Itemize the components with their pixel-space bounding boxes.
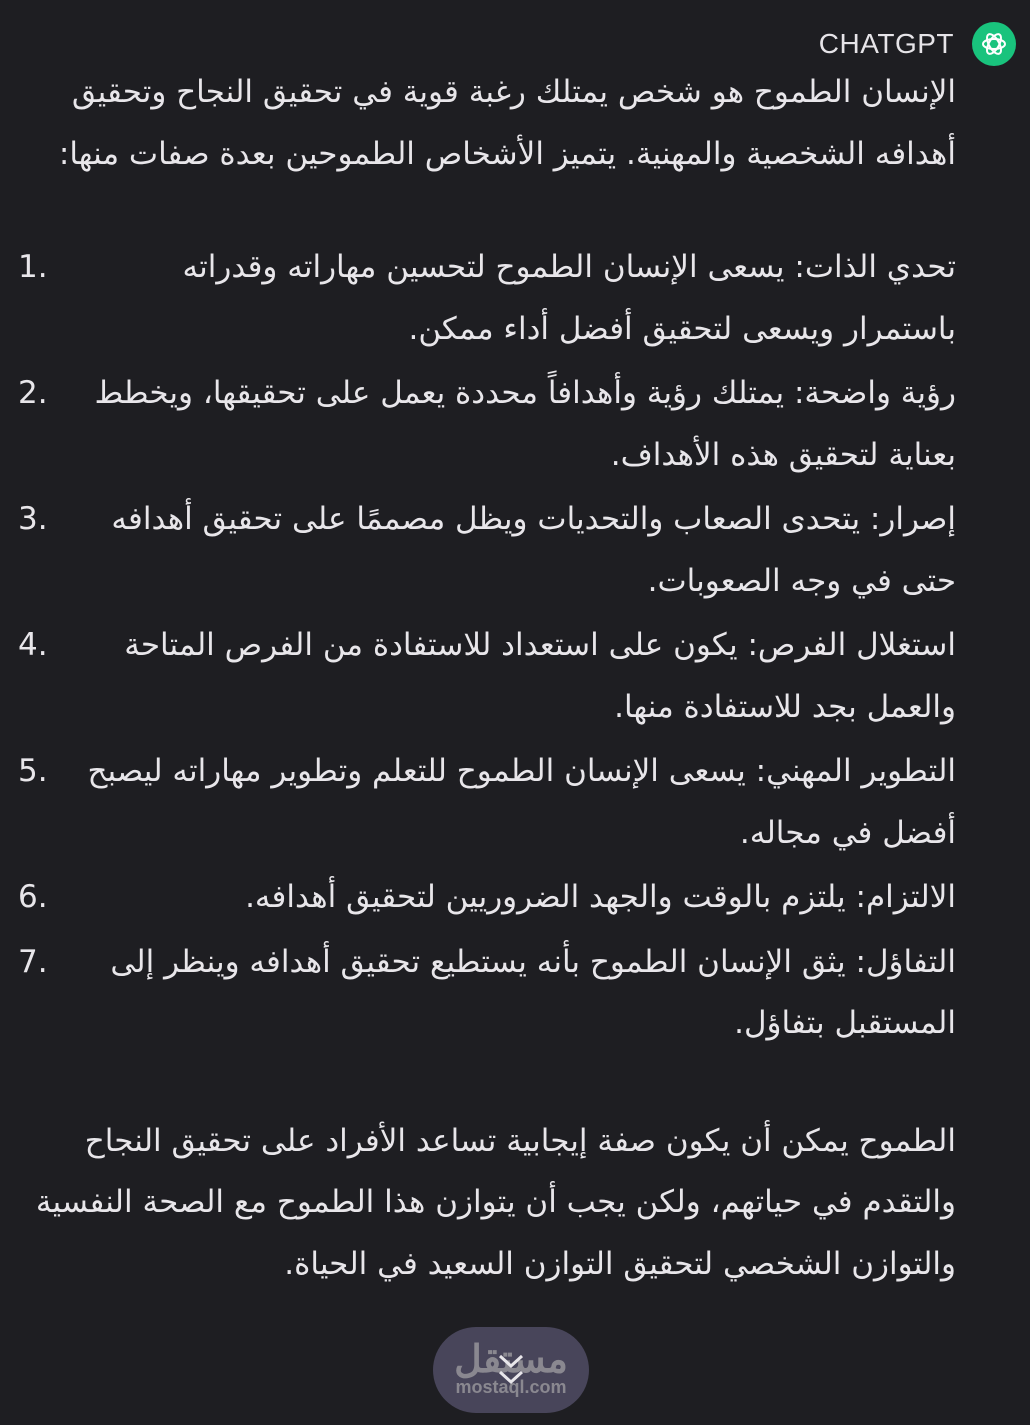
list-item <box>18 363 956 486</box>
list-item <box>18 489 956 612</box>
item-number: 1. <box>18 249 48 285</box>
intro-paragraph: الإنسان الطموح هو شخص يمتلك رغبة قوية في تحقيق النجاح وتحقيق أهدافه الشخصية والمهنية. يتميز الأشخاص الطموحين بعدة صفات منها: <box>58 74 956 172</box>
item-number: 3. <box>18 501 48 537</box>
item-text: رؤية واضحة: يمتلك رؤية وأهدافاً محددة يعمل على تحقيقها، ويخطط بعناية لتحقيق هذه الأهداف. <box>94 375 956 473</box>
list-item <box>18 237 956 360</box>
list-item <box>18 741 956 864</box>
watermark-latin: mostaql.com <box>455 1377 567 1397</box>
item-number: 6. <box>18 879 48 915</box>
list-item <box>18 867 956 929</box>
scroll-to-bottom-button[interactable] <box>433 1327 589 1413</box>
item-number: 5. <box>18 753 48 789</box>
message-header <box>819 22 1016 66</box>
openai-logo-icon <box>972 22 1016 66</box>
item-text: التطوير المهني: يسعى الإنسان الطموح للتعلم وتطوير مهاراته ليصبح أفضل في مجاله. <box>87 753 956 851</box>
item-text: الالتزام: يلتزم بالوقت والجهد الضروريين لتحقيق أهدافه. <box>245 879 956 915</box>
item-text: التفاؤل: يثق الإنسان الطموح بأنه يستطيع تحقيق أهدافه وينظر إلى المستقبل بتفاؤل. <box>110 943 956 1041</box>
item-text: تحدي الذات: يسعى الإنسان الطموح لتحسين مهاراته وقدراته باستمرار ويسعى لتحقيق أفضل أداء ممكن. <box>182 249 956 347</box>
watermark-arabic: مستقل <box>454 1339 568 1381</box>
assistant-message <box>18 62 956 1295</box>
list-item <box>18 932 956 1055</box>
list-item <box>18 615 956 738</box>
item-text: استغلال الفرص: يكون على استعداد للاستفادة من الفرص المتاحة والعمل بجد للاستفادة منها. <box>124 627 956 725</box>
conclusion-paragraph: الطموح يمكن أن يكون صفة إيجابية تساعد الأفراد على تحقيق النجاح والتقدم في حياتهم، ولكن يجب أن يتوازن هذا الطموح مع الصحة النفسية والتوازن الشخصي لتحقيق التوازن السعيد في الحياة. <box>35 1122 956 1282</box>
sender-name: CHATGPT <box>818 28 954 59</box>
item-text: إصرار: يتحدى الصعاب والتحديات ويظل مصممًا على تحقيق أهدافه حتى في وجه الصعوبات. <box>111 501 956 599</box>
traits-list <box>18 237 956 1055</box>
item-number: 4. <box>18 627 48 663</box>
item-number: 7. <box>18 943 48 980</box>
item-number: 2. <box>18 375 48 411</box>
chevron-down-icon <box>496 1350 526 1390</box>
